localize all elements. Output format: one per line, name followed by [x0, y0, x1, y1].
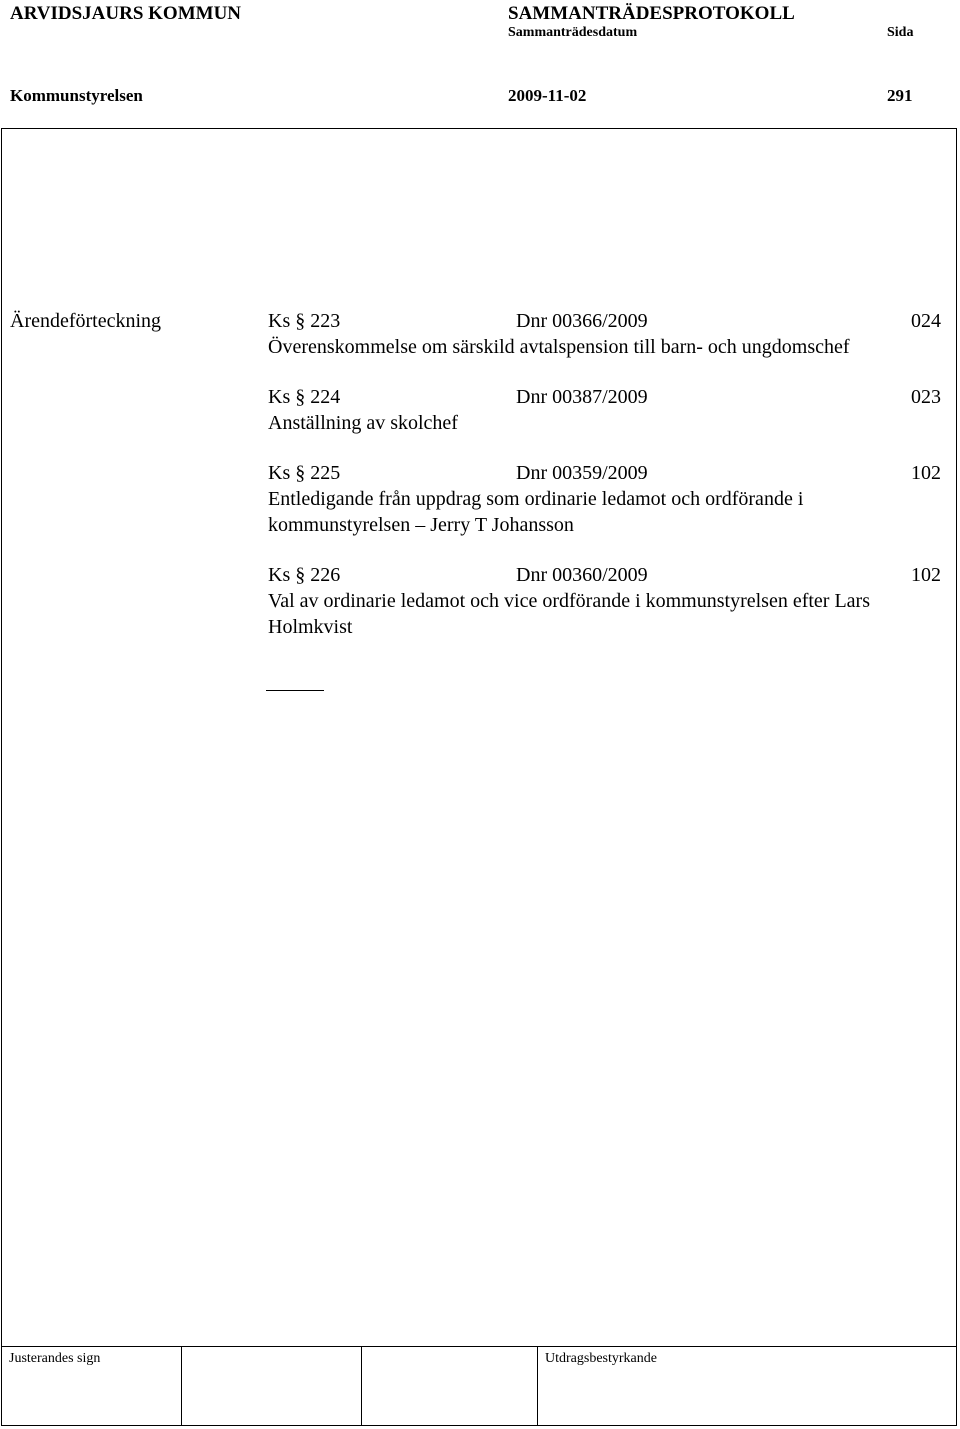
signature-cell: [182, 1347, 362, 1425]
diary-number: Dnr 00360/2009: [516, 564, 648, 586]
case-code: 024: [911, 310, 941, 332]
case-code: 102: [911, 462, 941, 484]
case-number: Ks § 226: [268, 564, 341, 586]
case-code: 023: [911, 386, 941, 408]
signature-footer: [1, 1346, 957, 1426]
diary-number: Dnr 00359/2009: [516, 462, 648, 484]
org-name: ARVIDSJAURS KOMMUN: [10, 3, 242, 24]
signature-label: Justerandes sign: [9, 1351, 101, 1366]
meeting-date-label: Sammanträdesdatum: [508, 25, 638, 40]
diary-number: Dnr 00387/2009: [516, 386, 648, 408]
case-title: Entledigande från uppdrag som ordinarie ledamot och ordförande i kommunstyrelsen – Jerry T Johansson: [268, 488, 804, 536]
divider: [266, 690, 324, 691]
list-item: [268, 460, 948, 538]
case-number: Ks § 223: [268, 310, 341, 332]
section-heading: Ärendeförteckning: [10, 310, 162, 332]
committee-name: Kommunstyrelsen: [10, 86, 143, 105]
case-code: 102: [911, 564, 941, 586]
page-label: Sida: [887, 25, 914, 40]
signature-cell: [2, 1347, 182, 1425]
extract-cell: [538, 1347, 956, 1425]
signature-cell: [362, 1347, 538, 1425]
meeting-date: 2009-11-02: [508, 86, 587, 105]
document-type: SAMMANTRÄDESPROTOKOLL: [508, 3, 795, 24]
case-title: Anställning av skolchef: [268, 412, 458, 434]
extract-label: Utdragsbestyrkande: [545, 1351, 657, 1366]
case-number: Ks § 225: [268, 462, 341, 484]
list-item: [268, 308, 948, 360]
list-item: [268, 384, 948, 436]
page-number: 291: [887, 86, 913, 105]
case-title: Överenskommelse om särskild avtalspension till barn- och ungdomschef: [268, 336, 850, 358]
diary-number: Dnr 00366/2009: [516, 310, 648, 332]
list-item: [268, 562, 948, 640]
case-number: Ks § 224: [268, 386, 341, 408]
case-title: Val av ordinarie ledamot och vice ordförande i kommunstyrelsen efter Lars Holmkvist: [268, 590, 871, 638]
